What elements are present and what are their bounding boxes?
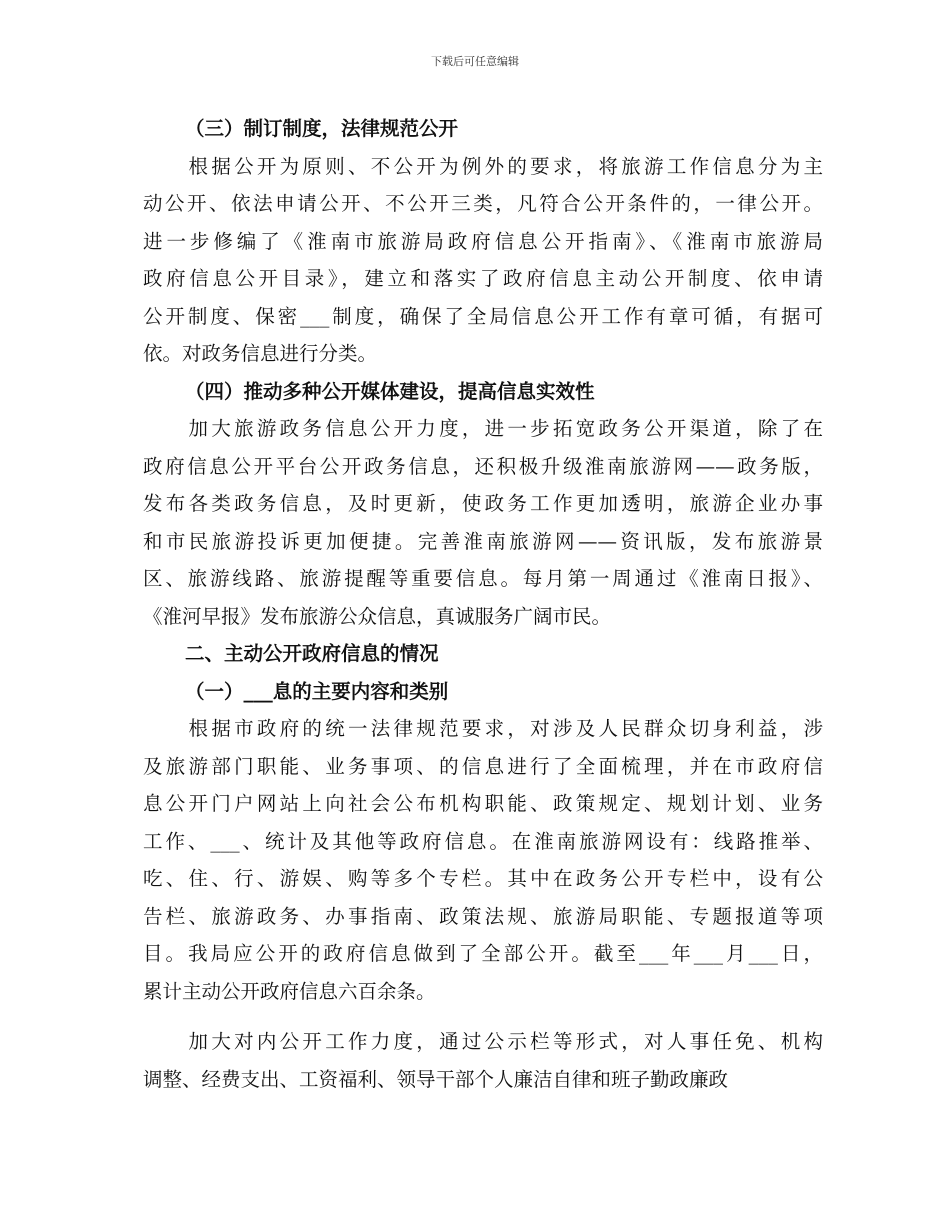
text-line: 累计主动公开政府信息六百余条。 [143,979,436,1003]
text-line: 目。我局应公开的政府信息做到了全部公开。截至___年___月___日， [143,942,823,965]
heading-4 [143,373,823,411]
text-line: 息公开门户网站上向社会公布机构职能、政策规定、规划计划、业务 [143,792,823,815]
text-line: 及旅游部门职能、业务事项、的信息进行了全面梳理，并在市政府信 [143,754,823,778]
text-line: 根据公开为原则、不公开为例外的要求，将旅游工作信息分为主 [143,154,823,178]
text-line: 和市民旅游投诉更加便捷。完善淮南旅游网——资讯版，发布旅游景 [143,529,823,553]
heading-line: 二、主动公开政府信息的情况 [185,642,439,665]
text-line: 进一步修编了《淮南市旅游局政府信息公开指南》、《淮南市旅游局 [143,229,823,253]
text-line: 根据市政府的统一法律规范要求，对涉及人民群众切身利益，涉 [143,717,823,740]
text-line: 公开制度、保密___制度，确保了全局信息公开工作有章可循，有据可 [143,304,823,328]
text-line: 工作、___、统计及其他等政府信息。在淮南旅游网设有：线路推举、 [143,829,823,853]
paragraph-4 [143,1010,823,1098]
text-line: 《淮河早报》发布旅游公众信息，真诚服务广阔市民。 [143,604,612,628]
text-line: 区、旅游线路、旅游提醒等重要信息。每月第一周通过《淮南日报》、 [143,567,823,590]
heading-line: （三）制订制度，法律规范公开 [185,117,459,140]
text-line: 发布各类政务信息，及时更新，使政务工作更加透明，旅游企业办事 [143,492,823,515]
text-line: 加大旅游政务信息公开力度，进一步拓宽政务公开渠道，除了在 [143,417,823,440]
heading-line: （一）___息的主要内容和类别 [185,679,449,703]
text-line: 政府信息公开平台公开政务信息，还积极升级淮南旅游网——政务版， [143,454,823,478]
heading-2 [143,635,823,673]
paragraph-1 [143,148,823,373]
paragraph-3 [143,710,823,1010]
heading-line: （四）推动多种公开媒体建设，提高信息实效性 [185,379,595,403]
heading-2-1 [143,673,823,711]
text-line: 调整、经费支出、工资福利、领导干部个人廉洁自律和班子勤政廉政 [143,1067,729,1091]
text-line: 依。对政务信息进行分类。 [143,342,378,365]
paragraph-2 [143,410,823,635]
text-line: 吃、住、行、游娱、购等多个专栏。其中在政务公开专栏中，设有公 [143,867,823,890]
page-header: 下载后可任意编辑 [431,55,519,68]
text-line: 政府信息公开目录》，建立和落实了政府信息主动公开制度、依申请 [143,267,823,290]
text-line: 告栏、旅游政务、办事指南、政策法规、旅游局职能、专题报道等项 [143,904,823,928]
text-line: 加大对内公开工作力度，通过公示栏等形式，对人事任免、机构 [143,1030,823,1053]
heading-3 [143,110,823,148]
document-body [143,110,823,1098]
text-line: 动公开、依法申请公开、不公开三类，凡符合公开条件的，一律公开。 [143,192,823,215]
